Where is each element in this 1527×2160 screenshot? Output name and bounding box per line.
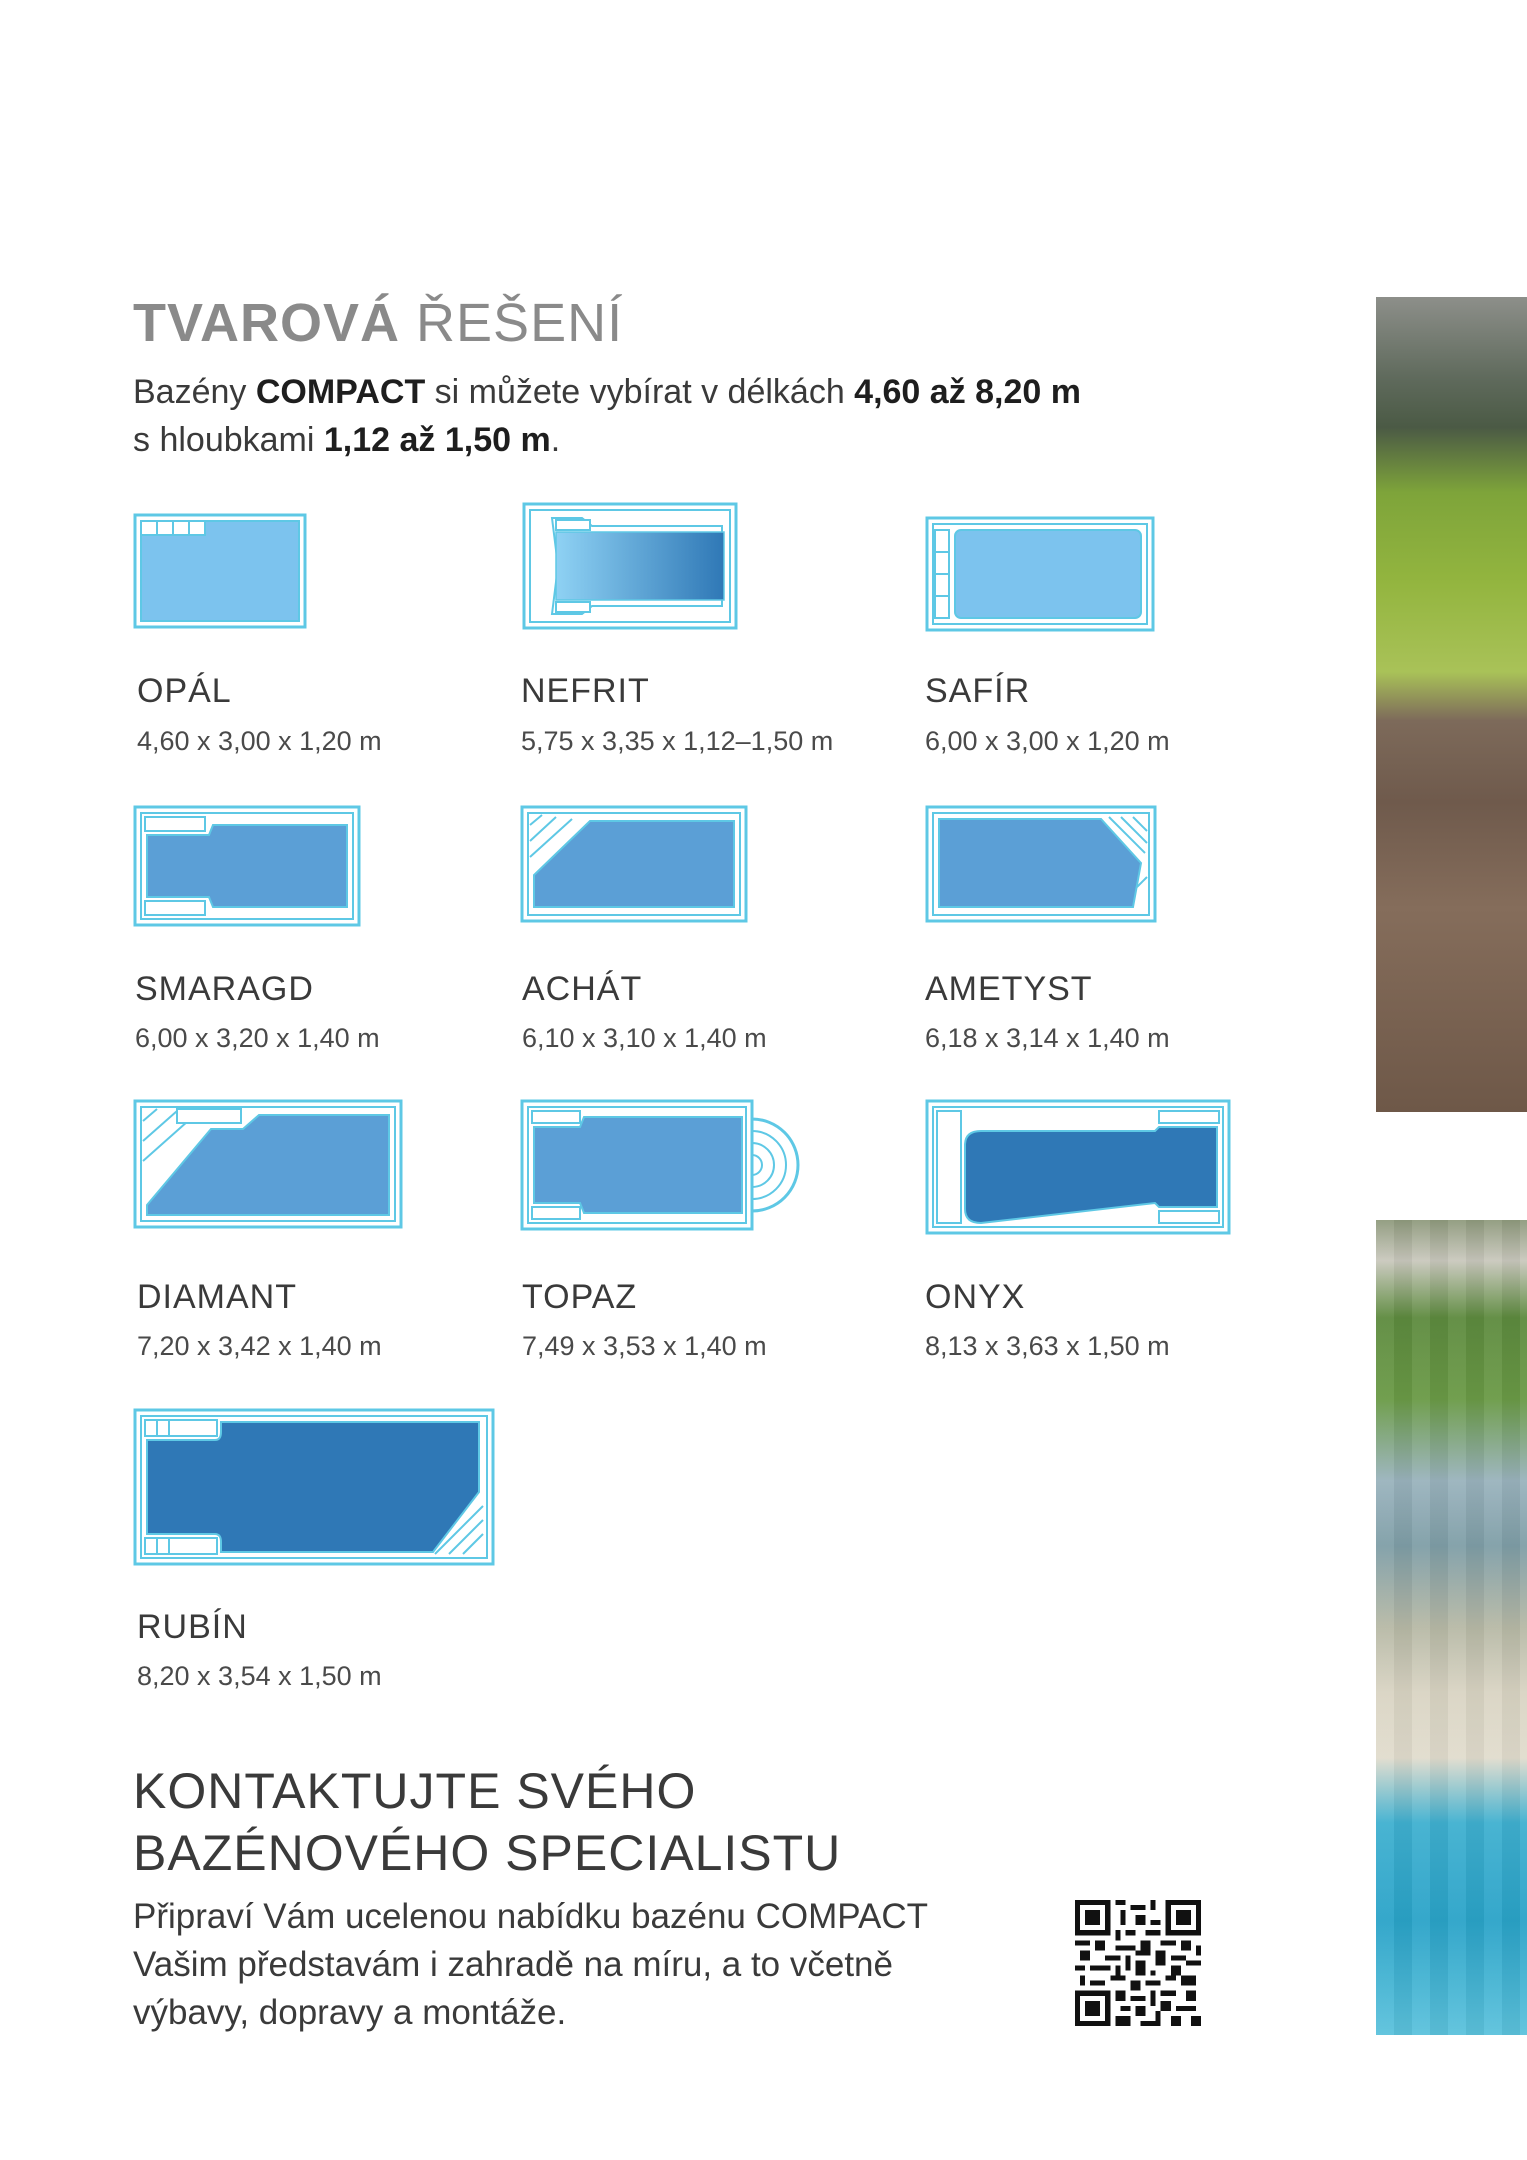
pool-dimensions: 6,00 x 3,20 x 1,40 m	[135, 1023, 380, 1053]
contact-heading-line-2: BAZÉNOVÉHO SPECIALISTU	[133, 1825, 842, 1881]
garden-patio-photo	[1376, 297, 1527, 1112]
photo-texture	[1376, 1220, 1527, 2035]
pool-name: ONYX	[925, 1278, 1026, 1316]
pool-name: SAFÍR	[925, 672, 1031, 710]
contact-heading-line-1: KONTAKTUJTE SVÉHO	[133, 1763, 697, 1819]
pool-name: DIAMANT	[137, 1278, 297, 1316]
pool-dimensions: 7,20 x 3,42 x 1,40 m	[137, 1331, 382, 1361]
contact-text-line-3: výbavy, dopravy a montáže.	[133, 1993, 567, 2032]
pool-diagram-diamant	[133, 1099, 403, 1229]
intro-brand: COMPACT	[255, 373, 426, 411]
pool-name: TOPAZ	[522, 1278, 638, 1316]
contact-text-line-1: Připraví Vám ucelenou nabídku bazénu COMPACT	[133, 1897, 929, 1936]
pool-diagram-topaz	[520, 1099, 804, 1231]
pool-diagram-opal	[133, 513, 307, 629]
intro-line-2	[133, 416, 1081, 464]
qr-code[interactable]	[1075, 1900, 1201, 2026]
pool-diagram-onyx	[925, 1099, 1231, 1235]
intro-length: 4,60 až 8,20 m	[854, 373, 1081, 411]
pool-name: RUBÍN	[137, 1608, 248, 1646]
pool-dimensions: 4,60 x 3,00 x 1,20 m	[137, 726, 382, 756]
pool-name: NEFRIT	[521, 672, 650, 710]
pool-dimensions: 6,00 x 3,00 x 1,20 m	[925, 726, 1170, 756]
pool-name: OPÁL	[137, 672, 232, 710]
pool-dimensions: 8,13 x 3,63 x 1,50 m	[925, 1331, 1170, 1361]
pool-diagram-achat	[520, 805, 748, 923]
pool-diagram-rubin	[133, 1408, 495, 1566]
title-bold: TVAROVÁ	[133, 293, 401, 353]
pool-diagram-nefrit	[522, 502, 738, 630]
pool-name: SMARAGD	[135, 970, 314, 1008]
pool-name: ACHÁT	[522, 970, 643, 1008]
pool-dimensions: 7,49 x 3,53 x 1,40 m	[522, 1331, 767, 1361]
pool-dimensions: 6,18 x 3,14 x 1,40 m	[925, 1023, 1170, 1053]
title-light: ŘEŠENÍ	[416, 293, 624, 353]
intro-mid: si můžete vybírat v délkách	[425, 373, 855, 411]
page-title	[133, 292, 623, 354]
pool-dimensions: 5,75 x 3,35 x 1,12–1,50 m	[521, 726, 834, 756]
pool-dimensions: 6,10 x 3,10 x 1,40 m	[522, 1023, 767, 1053]
intro-line-1	[133, 368, 1081, 416]
pool-diagram-safir	[925, 516, 1155, 632]
intro-text	[133, 368, 1081, 464]
intro-post: .	[550, 421, 561, 459]
intro-pre: Bazény	[133, 373, 256, 411]
pool-dimensions: 8,20 x 3,54 x 1,50 m	[137, 1661, 382, 1691]
intro-depth: 1,12 až 1,50 m	[323, 421, 551, 459]
pool-diagram-smaragd	[133, 805, 361, 927]
pool-garden-photo	[1376, 1220, 1527, 2035]
intro-pre-2: s hloubkami	[133, 421, 324, 459]
pool-diagram-ametyst	[925, 805, 1157, 923]
pool-name: AMETYST	[925, 970, 1093, 1008]
contact-text	[133, 1893, 1063, 2037]
contact-heading	[133, 1760, 841, 1884]
contact-text-line-2: Vašim představám i zahradě na míru, a to včetně	[133, 1945, 893, 1984]
